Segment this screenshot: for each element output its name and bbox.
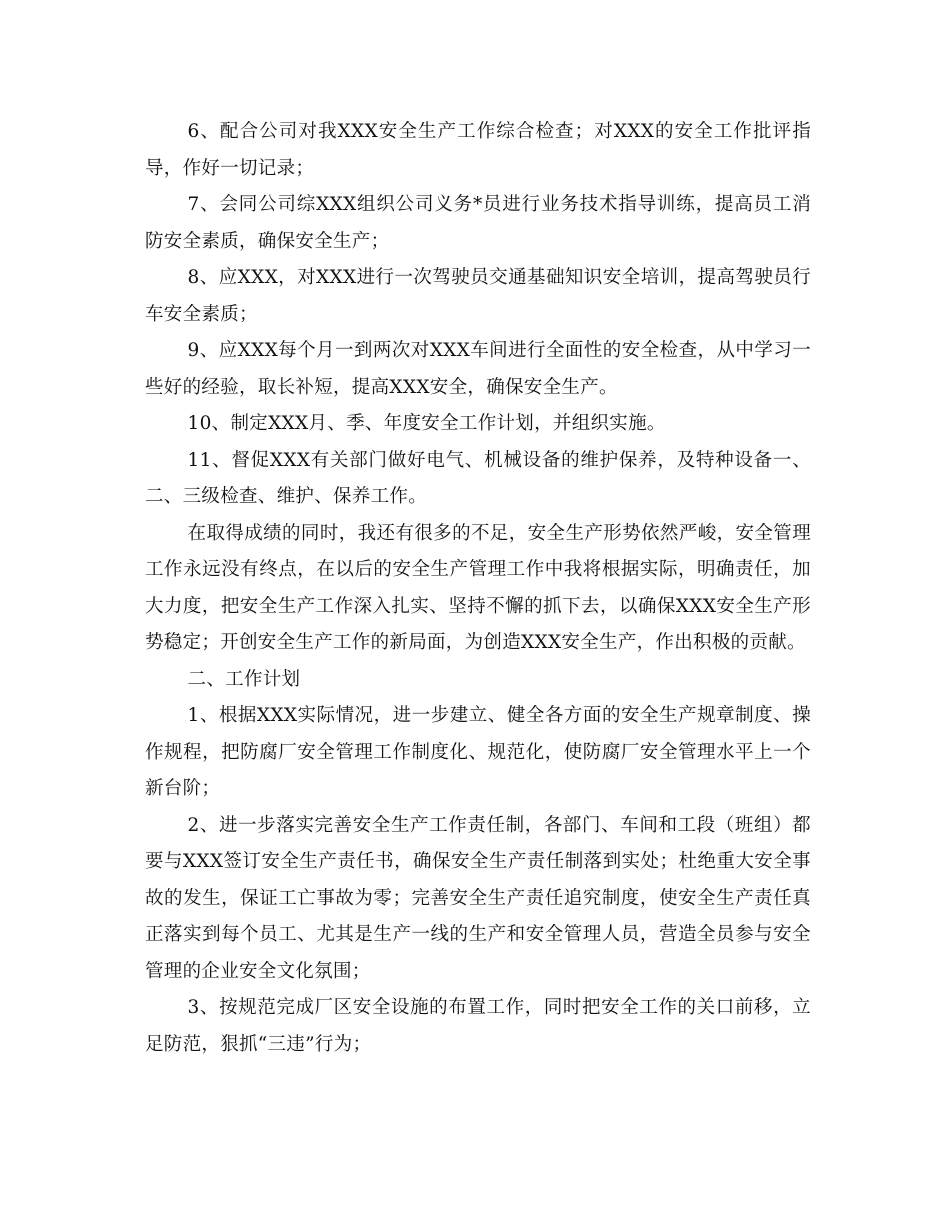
document-body (145, 114, 811, 1063)
paragraph-item-7: 7、会同公司综XXX组织公司义务*员进行业务技术指导训练，提高员工消防安全素质，确保安全生产； (145, 194, 811, 252)
paragraph-item-9: 9、应XXX每个月一到两次对XXX车间进行全面性的安全检查，从中学习一些好的经验，取长补短，提高XXX安全，确保安全生产。 (145, 340, 811, 398)
paragraph-item-11: 11、督促XXX有关部门做好电气、机械设备的维护保养，及特种设备一、二、三级检查、维护、保养工作。 (145, 449, 811, 507)
plan-item-2: 2、进一步落实完善安全生产工作责任制，各部门、车间和工段（班组）都要与XXX签订安全生产责任书，确保安全生产责任制落到实处；杜绝重大安全事故的发生，保证工亡事故为零；完善安全生产责任追究制度，使安全生产责任真正落实到每个员工、尤其是生产一线的生产和安全管理人员，营造全员参与安全管理的企业安全文化氛围； (145, 814, 811, 982)
paragraph-item-6: 6、配合公司对我XXX安全生产工作综合检查；对XXX的安全工作批评指导，作好一切记录； (145, 121, 811, 179)
section-heading-work-plan: 二、工作计划 (187, 668, 301, 690)
paragraph-summary: 在取得成绩的同时，我还有很多的不足，安全生产形势依然严峻，安全管理工作永远没有终点，在以后的安全生产管理工作中我将根据实际，明确责任，加大力度，把安全生产工作深入扎实、坚持不懈的抓下去，以确保XXX安全生产形势稳定；开创安全生产工作的新局面，为创造XXX安全生产，作出积极的贡献。 (145, 522, 811, 653)
paragraph-item-8: 8、应XXX，对XXX进行一次驾驶员交通基础知识安全培训，提高驾驶员行车安全素质； (145, 267, 811, 325)
plan-item-1: 1、根据XXX实际情况，进一步建立、健全各方面的安全生产规章制度、操作规程，把防腐厂安全管理工作制度化、规范化，使防腐厂安全管理水平上一个新台阶； (145, 705, 811, 799)
paragraph-item-10: 10、制定XXX月、季、年度安全工作计划，并组织实施。 (187, 413, 666, 434)
plan-item-3: 3、按规范完成厂区安全设施的布置工作，同时把安全工作的关口前移，立足防范，狠抓“三违”行为； (145, 997, 811, 1055)
